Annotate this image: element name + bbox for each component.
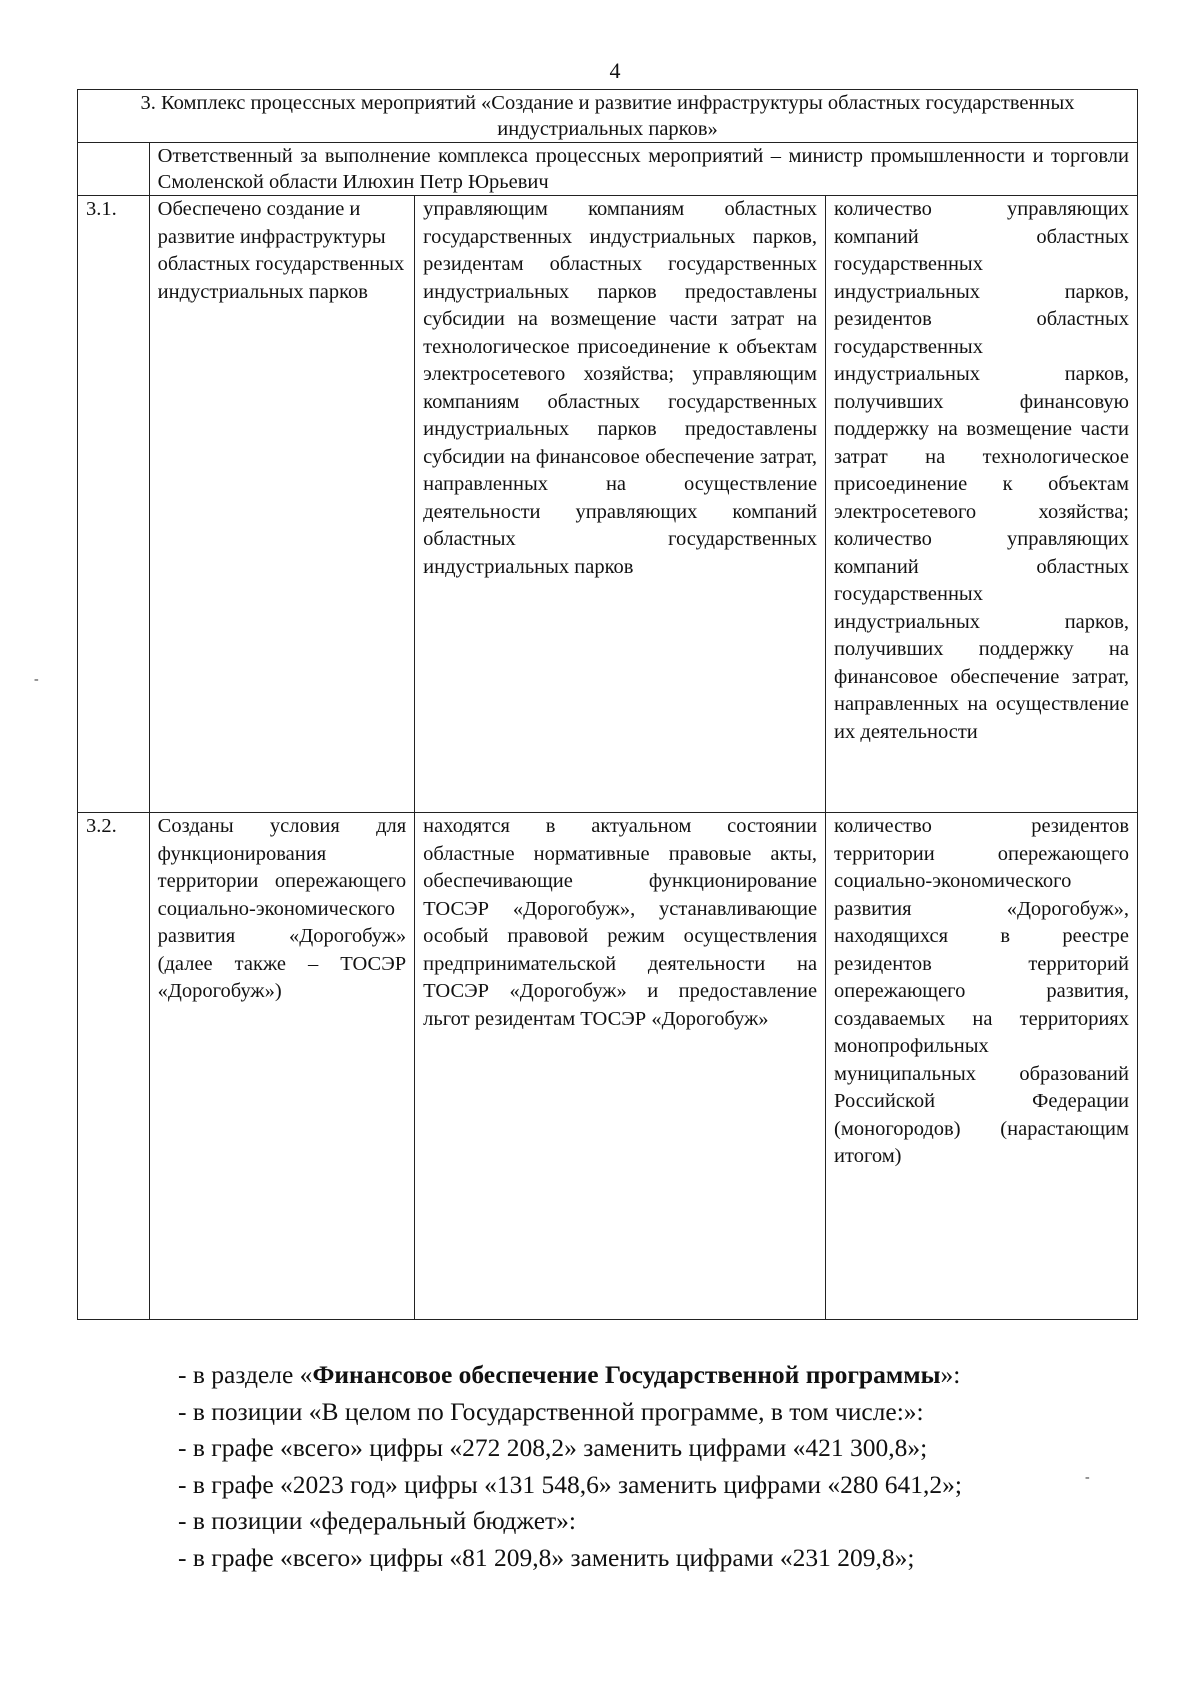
amendments-list [178, 1357, 1118, 1576]
section-name: Финансовое обеспечение Государственной программы [312, 1360, 941, 1389]
amendment-line: - в позиции «федеральный бюджет»: [178, 1506, 576, 1535]
scan-mark: ‑ [34, 672, 39, 687]
amendment-line: - в графе «всего» цифры «272 208,2» заменить цифрами «421 300,8»; [178, 1433, 928, 1462]
amendment-line: - в графе «2023 год» цифры «131 548,6» заменить цифрами «280 641,2»; [178, 1469, 962, 1499]
table-row [78, 813, 1138, 1320]
indicator: количество управляющих компаний областных государственных индустриальных парков, резидентов областных государственных индустриальных парков, получивших финансовую поддержку на возмещение части затрат на технологическое присоединение к объектам электросетевого хозяйства; количество управляющих компаний областных государственных индустриальных парков, получивших поддержку на финансовое обеспечение затрат, направленных на осуществление их деятельности [826, 196, 1138, 813]
task-description: находятся в актуальном состоянии областные нормативные правовые акты, обеспечивающие функционирование ТОСЭР «Дорогобуж», устанавливающие особый правовой режим осуществления предпринимательской деятельности на ТОСЭР «Дорогобуж» и предоставление льгот резидентам ТОСЭР «Дорогобуж» [415, 813, 826, 1320]
scan-mark: ‑ [1085, 1470, 1090, 1485]
activities-table [77, 89, 1138, 1320]
amendment-line: - в позиции «В целом по Государственной программе, в том числе:»: [178, 1396, 924, 1426]
indicator: количество резидентов территории опережающего социально-экономического развития «Дорогобуж», находящихся в реестре резидентов территорий опережающего развития, создаваемых на территориях монопрофильных муниципальных образований Российской Федерации (моногородов) (нарастающим итогом) [826, 813, 1138, 1320]
amendment-line: - в графе «всего» цифры «81 209,8» заменить цифрами «231 209,8»; [178, 1542, 915, 1572]
section-title: 3. Комплекс процессных мероприятий «Создание и развитие инфраструктуры областных государственных индустриальных парков» [78, 90, 1138, 143]
row-number: 3.1. [78, 196, 150, 813]
amendment-text: »: [940, 1360, 961, 1389]
empty-cell [78, 143, 150, 196]
row-number: 3.2. [78, 813, 150, 1320]
page-number: 4 [609, 58, 621, 83]
table-row [78, 196, 1138, 813]
task-name: Созданы условия для функционирования территории опережающего социально-экономического развития «Дорогобуж» (далее также – ТОСЭР «Дорогобуж») [149, 813, 415, 1320]
responsible-person: Ответственный за выполнение комплекса процессных мероприятий – министр промышленности и торговли Смоленской области Илюхин Петр Юрьевич [149, 143, 1137, 196]
amendment-line [178, 1357, 1118, 1394]
task-description: управляющим компаниям областных государственных индустриальных парков, резидентам областных государственных индустриальных парков предоставлены субсидии на возмещение части затрат на технологическое присоединение к объектам электросетевого хозяйства; управляющим компаниям областных государственных индустриальных парков предоставлены субсидии на финансовое обеспечение затрат, направленных на осуществление деятельности управляющих компаний областных государственных индустриальных парков [415, 196, 826, 813]
section-title-row [78, 90, 1138, 143]
task-name: Обеспечено создание и развитие инфраструктуры областных государственных индустриальных парков [149, 196, 415, 813]
amendment-text: - в разделе « [178, 1360, 313, 1389]
responsible-row [78, 143, 1138, 196]
